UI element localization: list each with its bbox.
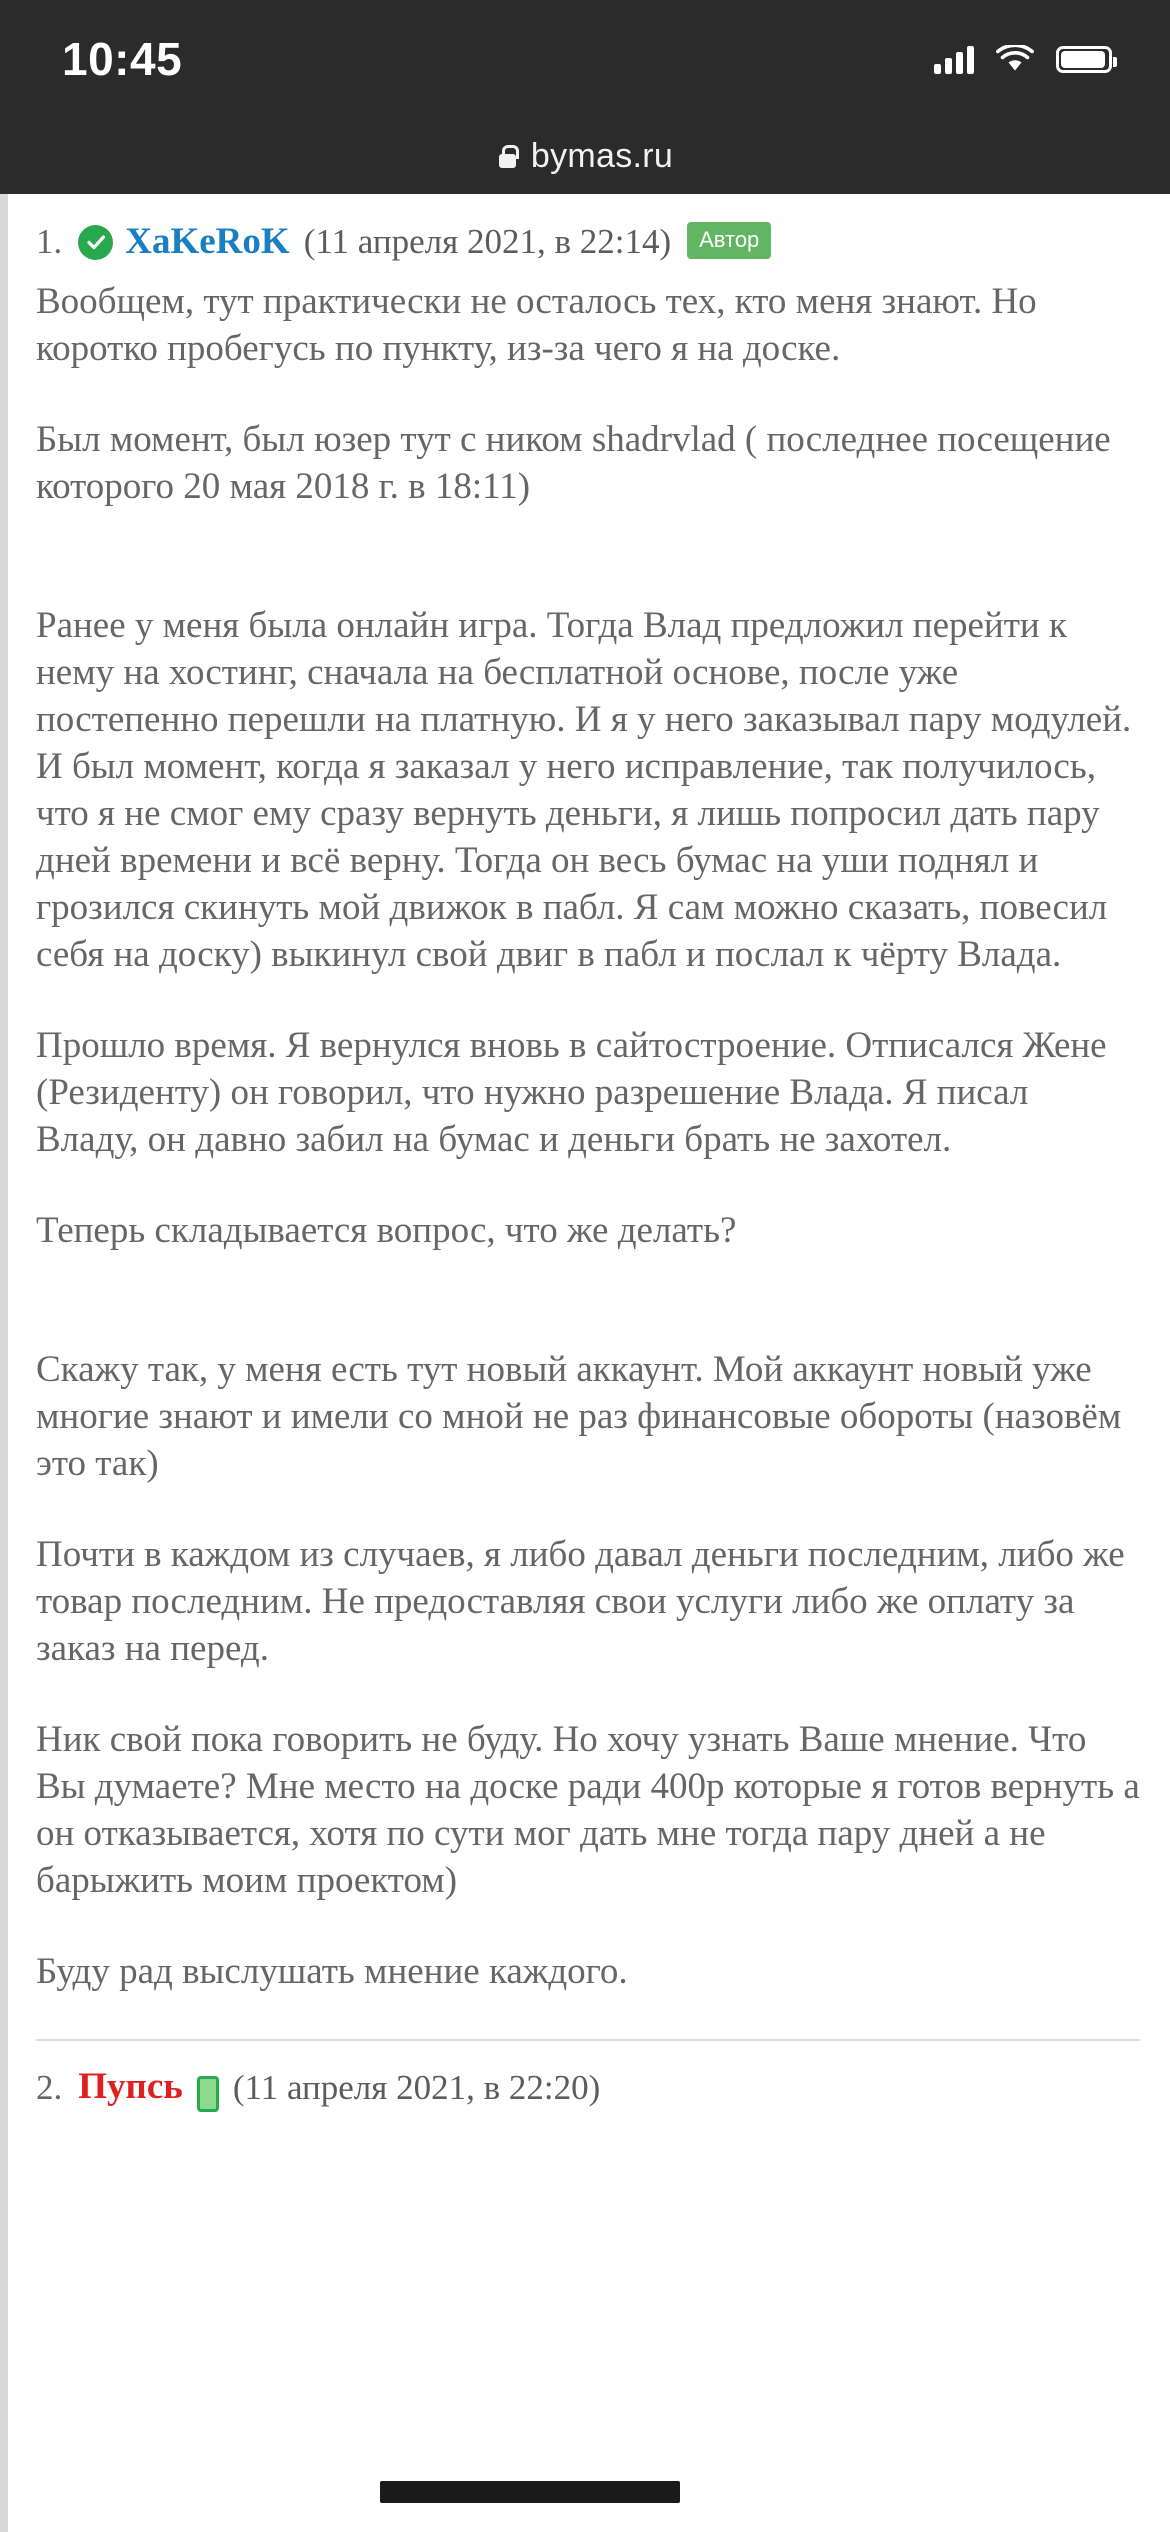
redaction-bar: [380, 2481, 680, 2503]
post-date: (11 апреля 2021, в 22:20): [232, 2067, 601, 2107]
post-paragraph: Скажу так, у меня есть тут новый аккаунт. Мой аккаунт новый уже многие знают и имели со мной не раз финансовые обороты (назовём это так): [36, 1349, 1122, 1485]
post-paragraph: Буду рад выслушать мнение каждого.: [36, 1951, 628, 1993]
forum-post: [36, 2065, 1140, 2109]
post-number: 1.: [36, 222, 63, 262]
post-paragraph: Ранее у меня была онлайн игра. Тогда Влад предложил перейти к нему на хостинг, сначала на бесплатной основе, после уже постепенно перешли на платную. И я у него заказывал пару модулей. И был момент, когда я заказал у него исправление, так получилось, что я не смог ему сразу вернуть деньги, я лишь попросил дать пару дней времени и всё верну. Тогда он весь бумас на уши поднял и грозился скинуть мой движок в пабл. Я сам можно сказать, повесил себя на доску) выкинул свой двиг в пабл и послал к чёрту Влада.: [36, 605, 1132, 976]
forum-post: [36, 220, 1140, 1995]
mobile-phone-icon: [197, 2076, 219, 2112]
status-bar: [0, 0, 1170, 118]
status-badge: Автор: [687, 222, 771, 259]
post-author-link[interactable]: Пупсь: [78, 2066, 183, 2108]
status-bar-indicators: [934, 44, 1112, 74]
battery-icon: [1056, 46, 1112, 73]
post-number: 2.: [36, 2067, 63, 2107]
post-paragraph: Был момент, был юзер тут с ником shadrvlad ( последнее посещение которого 20 мая 2018 г. в 18:11): [36, 419, 1111, 508]
post-paragraph: Ник свой пока говорить не буду. Но хочу узнать Ваше мнение. Что Вы думаете? Мне место на доске ради 400р которые я готов вернуть а он отказывается, хотя по сути мог дать мне тогда пару дней а не барыжить моим проектом): [36, 1719, 1140, 1902]
wifi-icon: [996, 45, 1034, 73]
status-bar-clock: 10:45: [62, 33, 183, 85]
lock-icon: [497, 144, 517, 168]
page-left-rail: [0, 194, 8, 2532]
post-body: [36, 278, 1140, 1995]
post-date: (11 апреля 2021, в 22:14): [303, 222, 672, 262]
post-paragraph: Прошло время. Я вернулся вновь в сайтостроение. Отписался Жене (Резиденту) он говорил, что нужно разрешение Влада. Я писал Владу, он давно забил на бумас и деньги брать не захотел.: [36, 1025, 1107, 1161]
browser-url-bar[interactable]: [0, 118, 1170, 194]
post-paragraph: Вообщем, тут практически не осталось тех, кто меня знают. Но коротко пробегусь по пункту, из-за чего я на доске.: [36, 281, 1037, 370]
post-divider: [36, 2039, 1140, 2041]
post-paragraph: Почти в каждом из случаев, я либо давал деньги последним, либо же товар последним. Не предоставляя свои услуги либо же оплату за заказ на перед.: [36, 1534, 1125, 1670]
cellular-signal-icon: [934, 44, 974, 74]
verified-check-icon: [78, 225, 113, 260]
post-header: [36, 2065, 1140, 2109]
post-author-link[interactable]: XaKeRoK: [125, 221, 290, 262]
post-paragraph: Теперь складывается вопрос, что же делать?: [36, 1210, 737, 1252]
post-header: [36, 220, 1140, 264]
url-text: bymas.ru: [530, 136, 674, 175]
page-content: [0, 194, 1170, 2532]
